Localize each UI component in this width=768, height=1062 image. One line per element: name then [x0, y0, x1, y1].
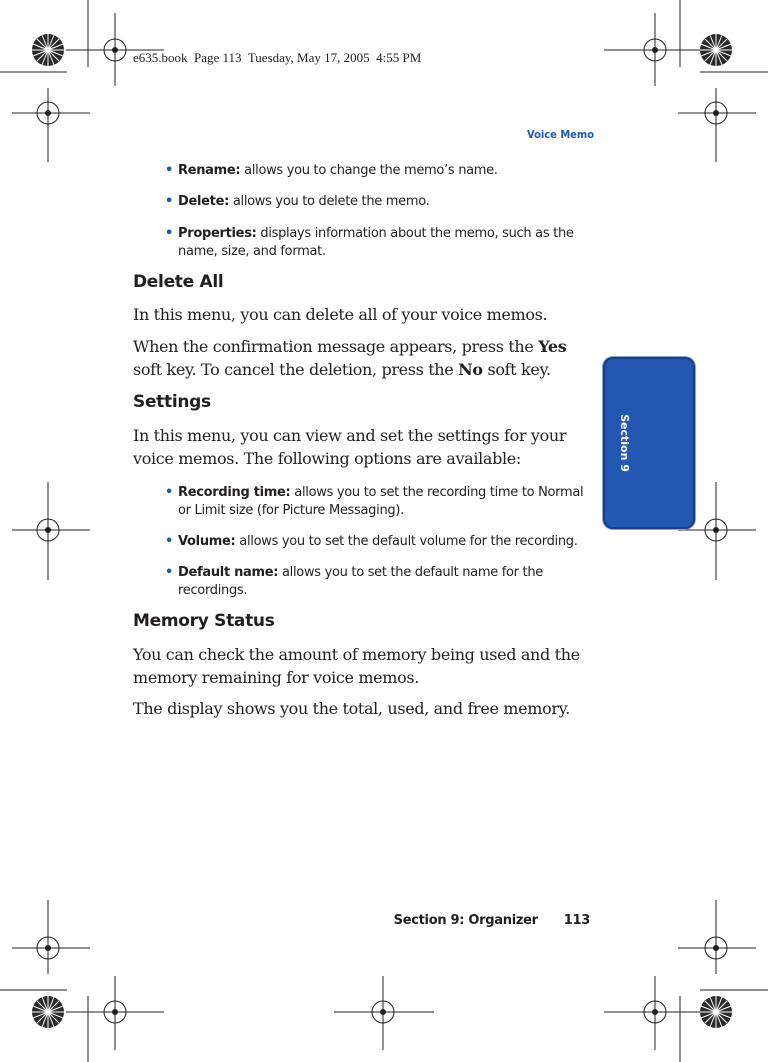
heading-memory-status: Memory Status [133, 611, 275, 631]
list-item-recording-time: • Recording time: allows you to set the recording time to Normal or Limit size (for Picture Messaging). [165, 485, 584, 518]
heading-settings: Settings [133, 392, 211, 412]
bullet-icon: • [165, 565, 174, 580]
list-item-properties: • Properties: displays information about the memo, such as the name, size, and format. [165, 226, 574, 259]
list-item-volume: • Volume: allows you to set the default volume for the recording. [165, 534, 578, 549]
page-footer [394, 913, 590, 928]
paragraph-delete-all: In this menu, you can delete all of your voice memos. [133, 305, 548, 324]
paragraph-display: The display shows you the total, used, and free memory. [133, 699, 570, 718]
print-info-line: e635.book Page 113 Tuesday, May 17, 2005 4:55 PM [133, 50, 422, 65]
list-item-delete: • Delete: allows you to delete the memo. [165, 194, 430, 209]
list-item-rename: • Rename: allows you to change the memo’s name. [165, 163, 498, 178]
list-item-default-name: • Default name: allows you to set the default name for the recordings. [165, 565, 543, 598]
bullet-icon: • [165, 163, 174, 178]
page-number: 113 [563, 913, 590, 928]
footer-section: Section 9: Organizer [393, 913, 538, 928]
section-tab-label: Section 9 [618, 414, 631, 472]
running-head: Voice Memo [527, 128, 594, 141]
bullet-icon: • [165, 194, 174, 209]
heading-delete-all: Delete All [133, 272, 224, 292]
paragraph-settings: In this menu, you can view and set the settings for your voice memos. The following options are available: [133, 426, 567, 468]
bullet-icon: • [165, 226, 174, 241]
bullet-icon: • [165, 534, 174, 549]
paragraph-confirmation: When the confirmation message appears, press the Yes soft key. To cancel the deletion, press the No soft key. [133, 337, 567, 379]
bullet-icon: • [165, 485, 174, 500]
paragraph-memory: You can check the amount of memory being used and the memory remaining for voice memos. [133, 645, 580, 687]
